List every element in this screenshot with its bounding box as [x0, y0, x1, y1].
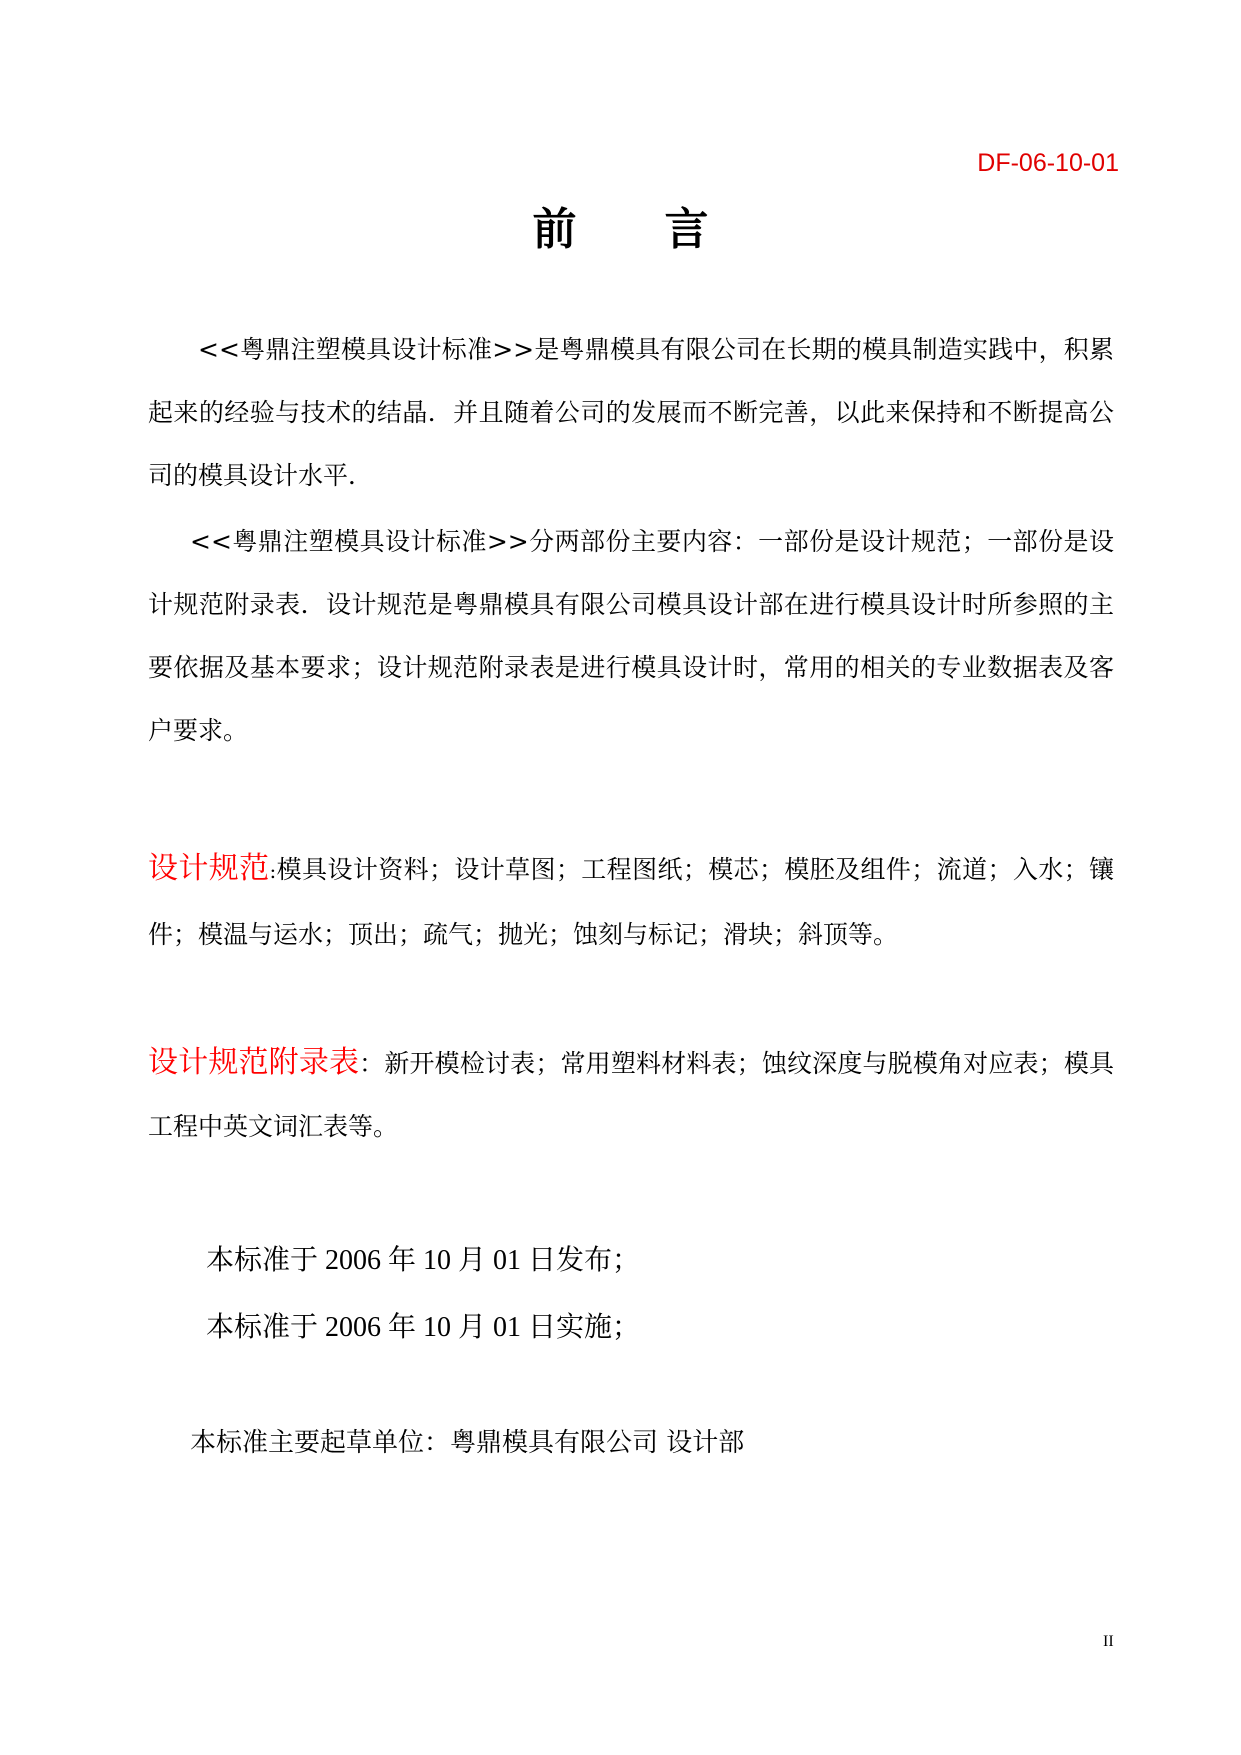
appendix-section	[148, 1031, 1114, 1158]
spec-section	[148, 837, 1114, 966]
appendix-content: 新开模检讨表；常用塑料材料表；蚀纹深度与脱模角对应表；模具工程中英文词汇表等。	[148, 1049, 1114, 1141]
intro-paragraph-2: <<粤鼎注塑模具设计标准>>分两部份主要内容：一部份是设计规范；一部份是设计规范附录表．设计规范是粤鼎模具有限公司模具设计部在进行模具设计时所参照的主要依据及基本要求；设计规范附录表是进行模具设计时，常用的相关的专业数据表及客户要求。	[148, 527, 1114, 745]
intro-paragraph-1: <<粤鼎注塑模具设计标准>>是粤鼎模具有限公司在长期的模具制造实践中，积累起来的经验与技术的结晶．并且随着公司的发展而不断完善，以此来保持和不断提高公司的模具设计水平．	[148, 335, 1114, 490]
drafting-unit: 本标准主要起草单位：粤鼎模具有限公司 设计部	[190, 1428, 745, 1458]
spec-separator: :	[269, 859, 277, 883]
appendix-separator: ：	[359, 1049, 385, 1078]
implement-date-line: 本标准于 2006 年 10 月 01 日实施；	[206, 1312, 641, 1343]
page-number: II	[1103, 1633, 1114, 1650]
appendix-label: 设计规范附录表	[148, 1045, 360, 1080]
spec-content: 模具设计资料；设计草图；工程图纸；模芯；模胚及组件；流道；入水；镶件；模温与运水；顶出；疏气；抛光；蚀刻与标记；滑块；斜顶等。	[148, 855, 1114, 949]
spec-label: 设计规范	[148, 851, 270, 886]
document-code: DF-06-10-01	[977, 149, 1119, 177]
page-title: 前言	[532, 204, 797, 255]
publish-date-line: 本标准于 2006 年 10 月 01 日发布；	[206, 1245, 641, 1276]
